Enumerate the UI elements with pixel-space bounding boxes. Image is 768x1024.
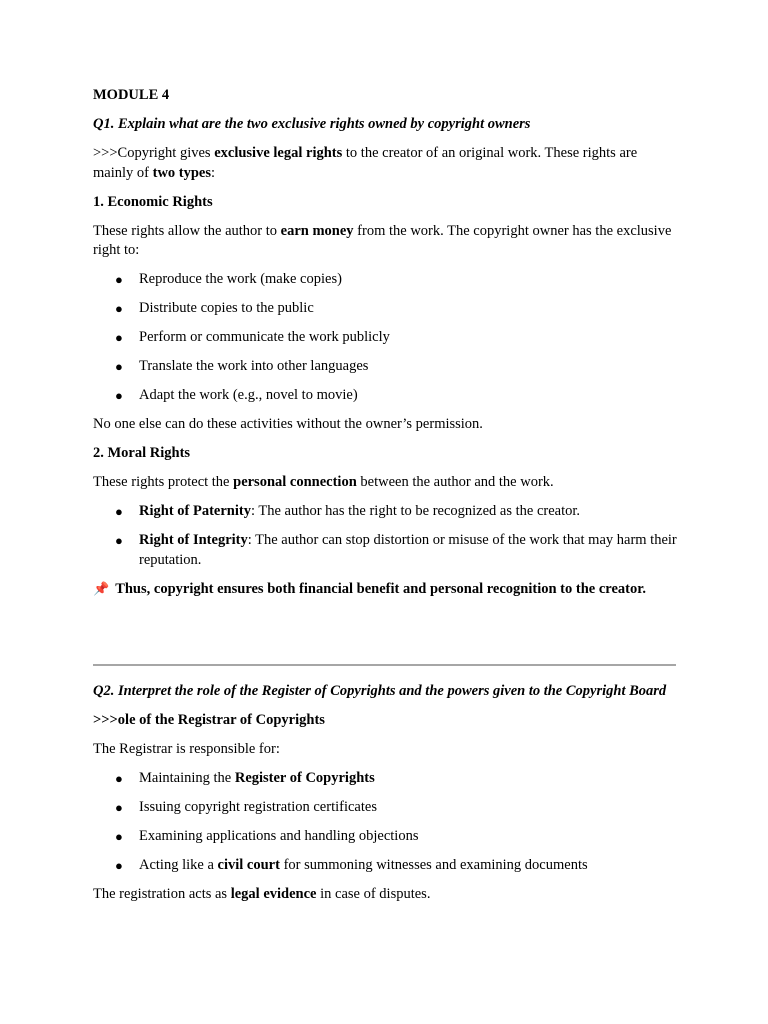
q2-section	[93, 682, 678, 914]
list-item-text: : The author has the right to be recognized as the creator.	[250, 503, 581, 519]
moral-rights-list	[93, 502, 678, 570]
text: for summoning witnesses and examining documents	[279, 857, 588, 873]
list-item-text: Translate the work into other languages	[139, 358, 369, 374]
economic-rights-note: No one else can do these activities without the owner’s permission.	[93, 416, 483, 432]
bold-text: earn money	[280, 222, 354, 239]
text: to the creator of an original work. These rights are mainly of	[93, 145, 638, 181]
q2-intro: The Registrar is responsible for:	[93, 741, 280, 757]
q1-section	[93, 86, 678, 599]
bullet-icon: ●	[115, 829, 123, 844]
pushpin-icon: 📌	[93, 581, 110, 597]
module-title: MODULE 4	[93, 87, 170, 103]
q2-question: Q2. Interpret the role of the Register of Copyrights and the powers given to the Copyright Board	[93, 683, 667, 699]
bold-text: Register of Copyrights	[234, 770, 375, 786]
text: These rights allow the author to	[93, 222, 281, 239]
text: from the work. The copyright owner has the exclusive right to:	[93, 222, 672, 258]
q2-subheading: >>>ole of the Registrar of Copyrights	[93, 712, 325, 728]
q1-conclusion	[93, 580, 678, 600]
text: between the author and the work.	[356, 474, 554, 490]
text: Acting like a	[139, 857, 218, 873]
list-item-bold: Right of Integrity	[139, 532, 248, 548]
bold-text: two types	[152, 164, 212, 181]
text: Issuing copyright registration certificates	[139, 799, 377, 815]
economic-rights-heading: 1. Economic Rights	[93, 193, 213, 210]
list-item-text: Distribute copies to the public	[139, 300, 314, 316]
moral-rights-heading: 2. Moral Rights	[93, 445, 191, 461]
conclusion-text: Thus, copyright ensures both financial benefit and personal recognition to the creator.	[115, 580, 646, 597]
list-item	[93, 798, 678, 818]
list-item	[93, 299, 678, 319]
moral-rights-description	[93, 473, 678, 493]
bullet-icon: ●	[115, 504, 123, 519]
list-item-text: Adapt the work (e.g., novel to movie)	[139, 387, 358, 403]
text: These rights protect the	[93, 474, 234, 490]
list-item	[93, 270, 678, 290]
text: >>>Copyright gives	[93, 145, 215, 161]
q2-closing	[93, 885, 678, 905]
list-item-text: : The author can stop distortion or misuse of the work that may harm their reputation.	[139, 532, 677, 568]
q1-question: Q1. Explain what are the two exclusive rights owned by copyright owners	[93, 116, 531, 132]
list-item	[93, 357, 678, 377]
text: in case of disputes.	[316, 886, 431, 902]
list-item-text: Perform or communicate the work publicly	[139, 329, 390, 345]
list-item	[93, 328, 678, 348]
list-item	[93, 769, 678, 789]
bold-text: civil court	[217, 857, 280, 873]
text: Examining applications and handling objections	[139, 828, 419, 844]
bullet-icon: ●	[115, 533, 123, 548]
bullet-icon: ●	[115, 388, 123, 403]
list-item	[93, 531, 678, 570]
bullet-icon: ●	[115, 771, 123, 786]
bullet-icon: ●	[115, 301, 123, 316]
text: :	[211, 164, 216, 181]
text: The registration acts as	[93, 886, 231, 902]
q1-intro-paragraph	[93, 144, 678, 183]
text: Maintaining the	[139, 770, 235, 786]
list-item	[93, 856, 678, 876]
bullet-icon: ●	[115, 330, 123, 345]
economic-rights-list	[93, 270, 678, 406]
economic-rights-description	[93, 222, 678, 261]
bold-text: legal evidence	[230, 886, 317, 902]
list-item-text: Reproduce the work (make copies)	[139, 271, 342, 287]
list-item	[93, 827, 678, 847]
list-item	[93, 386, 678, 406]
bold-text: personal connection	[233, 474, 357, 490]
bold-text: exclusive legal rights	[214, 145, 343, 161]
list-item-bold: Right of Paternity	[139, 503, 251, 519]
bullet-icon: ●	[115, 800, 123, 815]
registrar-duties-list	[93, 769, 678, 876]
bullet-icon: ●	[115, 858, 123, 873]
list-item	[93, 502, 678, 522]
section-divider	[93, 664, 676, 666]
bullet-icon: ●	[115, 359, 123, 374]
bullet-icon: ●	[115, 272, 123, 287]
